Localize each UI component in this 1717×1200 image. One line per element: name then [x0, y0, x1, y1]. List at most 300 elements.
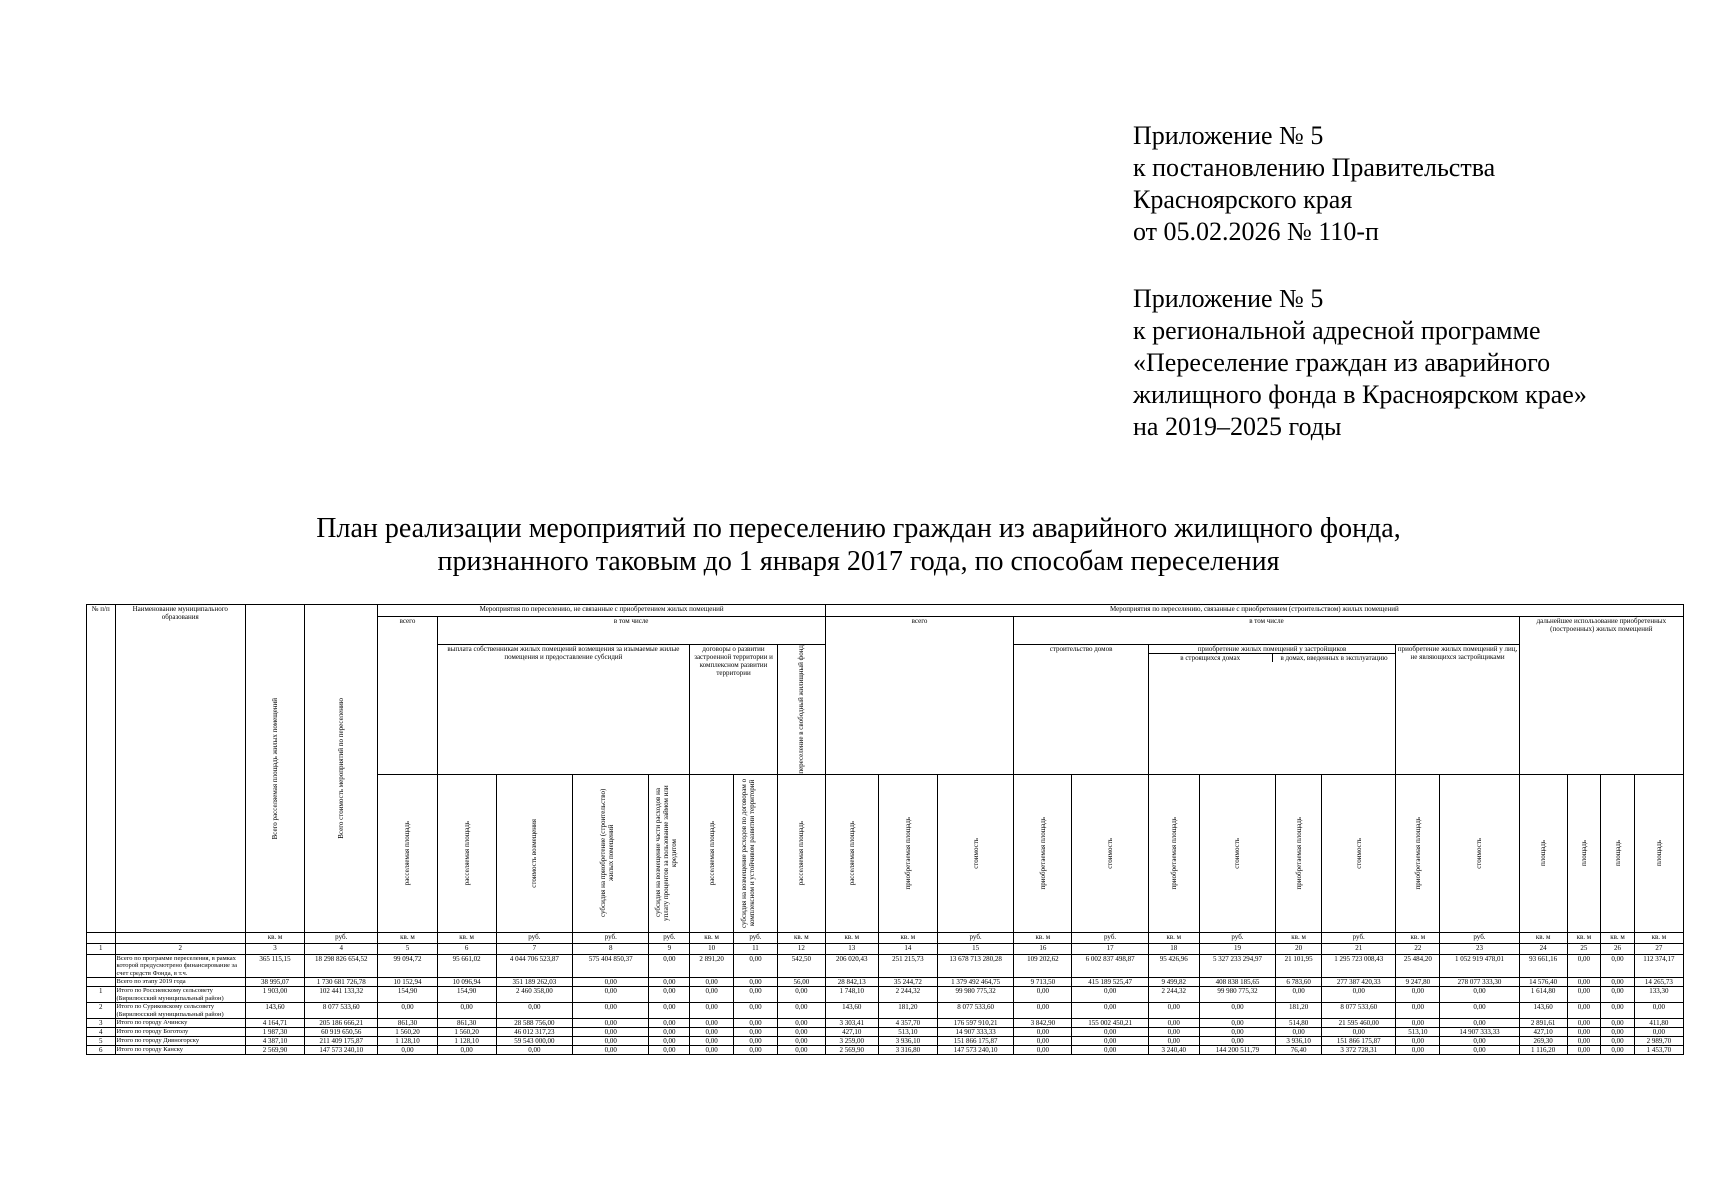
row-value: 0,00 — [734, 987, 778, 1003]
header-g2-total: всего — [825, 617, 1014, 775]
appendix2-line-2: к региональной адресной программе — [1133, 316, 1541, 345]
col-index: 26 — [1601, 943, 1635, 954]
row-value: 575 404 850,37 — [573, 954, 649, 978]
col-label-5-text: расселяемая площадь — [403, 821, 412, 886]
row-value: 3 372 728,31 — [1322, 1046, 1396, 1055]
row-value: 0,00 — [1567, 954, 1601, 978]
row-value: 0,00 — [1396, 987, 1440, 1003]
header-total-cost — [305, 605, 378, 933]
col-index: 27 — [1634, 943, 1683, 954]
col-label-13-text: расселяемая площадь — [847, 821, 856, 886]
unit: кв. м — [1148, 932, 1199, 943]
unit: руб. — [1322, 932, 1396, 943]
header-total-area — [245, 605, 304, 933]
row-value: 427,10 — [825, 1028, 878, 1037]
row-value: 0,00 — [1148, 1019, 1199, 1028]
row-value: 0,00 — [1199, 1028, 1275, 1037]
row-value: 0,00 — [1567, 1037, 1601, 1046]
row-value: 269,30 — [1519, 1037, 1567, 1046]
col-label-21-text: стоимость — [1354, 837, 1363, 869]
row-value: 0,00 — [1276, 987, 1322, 1003]
row-value: 513,10 — [878, 1028, 937, 1037]
unit: руб. — [937, 932, 1013, 943]
row-value: 147 573 240,10 — [937, 1046, 1013, 1055]
row-value: 0,00 — [649, 987, 690, 1003]
row-value: 181,20 — [878, 1003, 937, 1019]
col-label-26 — [1601, 774, 1635, 932]
row-value: 59 543 000,00 — [496, 1037, 572, 1046]
col-label-19 — [1199, 774, 1275, 932]
col-index: 7 — [496, 943, 572, 954]
row-value: 0,00 — [1601, 954, 1635, 978]
row-municipality: Итого по Суриковскому сельсовету (Бирилюсский муниципальный район) — [115, 1003, 245, 1019]
header-g2-incl: в том числе — [1014, 617, 1519, 645]
row-value: 176 597 910,21 — [937, 1019, 1013, 1028]
appendix1-line-1: Приложение № 5 — [1133, 121, 1324, 150]
col-label-10-text: расселяемая площадь — [707, 821, 716, 886]
col-index: 22 — [1396, 943, 1440, 954]
col-label-8-text: субсидия на приобретение (строительство) жилых помещений — [598, 789, 615, 918]
row-value: 8 077 533,60 — [1322, 1003, 1396, 1019]
col-label-17 — [1072, 774, 1148, 932]
row-value: 0,00 — [1014, 1037, 1072, 1046]
row-value: 151 866 175,87 — [1322, 1037, 1396, 1046]
row-value: 8 077 533,60 — [305, 1003, 378, 1019]
row-value: 0,00 — [378, 1046, 437, 1055]
header-g1-total: всего — [378, 617, 437, 775]
row-value: 0,00 — [1567, 1046, 1601, 1055]
resettlement-plan-table — [86, 604, 1684, 1055]
col-label-18 — [1148, 774, 1199, 932]
unit: кв. м — [1519, 932, 1567, 943]
row-value: 0,00 — [1601, 1003, 1635, 1019]
row-value: 0,00 — [649, 1046, 690, 1055]
header-buy-building: в строящихся домах — [1149, 654, 1273, 662]
row-value: 21 595 460,00 — [1322, 1019, 1396, 1028]
header-free-fund-text: переселение в свободный жилищный фонд — [797, 645, 806, 774]
col-label-14 — [878, 774, 937, 932]
row-value: 2 244,32 — [878, 987, 937, 1003]
row-value: 0,00 — [1322, 1028, 1396, 1037]
row-value: 95 426,96 — [1148, 954, 1199, 978]
row-value: 0,00 — [777, 1019, 825, 1028]
unit: кв. м — [1396, 932, 1440, 943]
row-value: 9 499,82 — [1148, 978, 1199, 987]
row-value: 1 128,10 — [378, 1037, 437, 1046]
col-label-25 — [1567, 774, 1601, 932]
unit: руб. — [1199, 932, 1275, 943]
unit: руб. — [496, 932, 572, 943]
col-label-16 — [1014, 774, 1072, 932]
row-value: 0,00 — [734, 1003, 778, 1019]
row-value: 112 374,17 — [1634, 954, 1683, 978]
col-index: 1 — [87, 943, 116, 954]
row-value: 0,00 — [649, 1037, 690, 1046]
row-value: 0,00 — [649, 1019, 690, 1028]
row-value: 143,60 — [245, 1003, 304, 1019]
row-value: 0,00 — [1148, 1028, 1199, 1037]
row-value: 3 842,90 — [1014, 1019, 1072, 1028]
col-label-20-text: приобретаемая площадь — [1294, 816, 1303, 890]
col-label-8 — [573, 774, 649, 932]
row-value: 0,00 — [1440, 1003, 1519, 1019]
row-value: 542,50 — [777, 954, 825, 978]
row-value: 151 866 175,87 — [937, 1037, 1013, 1046]
row-value: 14 265,73 — [1634, 978, 1683, 987]
row-value: 4 044 706 523,87 — [496, 954, 572, 978]
col-label-24-text: площадь — [1539, 840, 1548, 867]
col-label-21 — [1322, 774, 1396, 932]
row-value: 133,30 — [1634, 987, 1683, 1003]
row-value: 277 387 420,33 — [1322, 978, 1396, 987]
row-value: 3 303,41 — [825, 1019, 878, 1028]
row-value: 1 453,70 — [1634, 1046, 1683, 1055]
row-value: 95 661,02 — [437, 954, 496, 978]
row-value: 13 678 713 280,28 — [937, 954, 1013, 978]
row-value: 427,10 — [1519, 1028, 1567, 1037]
row-value: 155 002 450,21 — [1072, 1019, 1148, 1028]
row-value: 0,00 — [1567, 987, 1601, 1003]
col-label-11 — [734, 774, 778, 932]
header-buy-sub — [1149, 654, 1396, 662]
header-free-fund — [777, 645, 825, 775]
row-value: 14 907 333,33 — [937, 1028, 1013, 1037]
unit: руб. — [649, 932, 690, 943]
row-value: 0,00 — [1148, 1037, 1199, 1046]
column-index-row — [87, 943, 1684, 954]
col-label-9 — [649, 774, 690, 932]
row-value: 2 569,90 — [245, 1046, 304, 1055]
row-value: 1 560,20 — [378, 1028, 437, 1037]
row-value: 0,00 — [1634, 1003, 1683, 1019]
col-label-25-text: площадь — [1579, 840, 1588, 867]
row-value: 0,00 — [1567, 1003, 1601, 1019]
row-value: 0,00 — [1199, 1003, 1275, 1019]
row-number: 4 — [87, 1028, 116, 1037]
row-value: 93 661,16 — [1519, 954, 1567, 978]
row-value: 0,00 — [734, 954, 778, 978]
table-row — [87, 1028, 1684, 1037]
row-value: 0,00 — [690, 1003, 734, 1019]
row-municipality: Итого по Россиевскому сельсовету (Бирилюсский муниципальный район) — [115, 987, 245, 1003]
unit: кв. м — [378, 932, 437, 943]
row-value: 0,00 — [649, 1028, 690, 1037]
row-value: 6 783,60 — [1276, 978, 1322, 987]
row-value: 0,00 — [573, 1003, 649, 1019]
row-value: 25 484,20 — [1396, 954, 1440, 978]
appendix2-line-3: «Переселение граждан из аварийного — [1133, 348, 1551, 377]
header-buy-developers — [1148, 645, 1396, 775]
row-municipality: Итого по городу Ачинску — [115, 1019, 245, 1028]
col-index: 19 — [1199, 943, 1275, 954]
row-value: 3 316,80 — [878, 1046, 937, 1055]
row-value: 1 987,30 — [245, 1028, 304, 1037]
header-agreements: договоры о развитии застроенной территории и комплексном развитии территории — [690, 645, 778, 775]
row-value: 0,00 — [690, 978, 734, 987]
row-value: 0,00 — [1601, 978, 1635, 987]
unit: кв. м — [1276, 932, 1322, 943]
row-value: 365 115,15 — [245, 954, 304, 978]
row-value: 0,00 — [437, 1046, 496, 1055]
col-label-24 — [1519, 774, 1567, 932]
row-value: 0,00 — [573, 1046, 649, 1055]
unit: кв. м — [1634, 932, 1683, 943]
row-value: 0,00 — [649, 1003, 690, 1019]
row-value: 0,00 — [573, 1037, 649, 1046]
col-label-7-text: стоимость возмещения — [530, 818, 539, 888]
unit: руб. — [305, 932, 378, 943]
row-value: 0,00 — [777, 1037, 825, 1046]
row-value: 0,00 — [1567, 1028, 1601, 1037]
document-title-line-1: План реализации мероприятий по переселению граждан из аварийного жилищного фонда, — [316, 513, 1401, 544]
table-body — [87, 954, 1684, 1055]
table-row — [87, 987, 1684, 1003]
header-g1-incl: в том числе — [437, 617, 825, 645]
row-value: 3 259,00 — [825, 1037, 878, 1046]
row-value: 21 101,95 — [1276, 954, 1322, 978]
resettlement-plan-table-wrapper — [86, 604, 1684, 1084]
row-value: 2 244,32 — [1148, 987, 1199, 1003]
col-label-27 — [1634, 774, 1683, 932]
col-index: 16 — [1014, 943, 1072, 954]
row-value: 0,00 — [734, 1046, 778, 1055]
col-index: 23 — [1440, 943, 1519, 954]
appendix2-line-5: на 2019–2025 годы — [1133, 412, 1342, 441]
row-municipality: Итого по городу Канску — [115, 1046, 245, 1055]
units-blank-1 — [87, 932, 116, 943]
unit: кв. м — [878, 932, 937, 943]
header-buy-developers-text: приобретение жилых помещений у застройщиков — [1149, 645, 1396, 654]
row-value: 0,00 — [1072, 1037, 1148, 1046]
row-municipality: Всего по этапу 2019 года — [115, 978, 245, 987]
col-label-10 — [690, 774, 734, 932]
col-label-6-text: расселяемая площадь — [462, 821, 471, 886]
col-index: 15 — [937, 943, 1013, 954]
row-value: 3 936,10 — [878, 1037, 937, 1046]
row-value: 0,00 — [649, 954, 690, 978]
table-row — [87, 1003, 1684, 1019]
row-value: 0,00 — [1601, 1037, 1635, 1046]
row-value: 143,60 — [1519, 1003, 1567, 1019]
row-number: 3 — [87, 1019, 116, 1028]
col-index: 11 — [734, 943, 778, 954]
col-label-16-text: приобретаемая площадь — [1038, 816, 1047, 890]
row-value: 206 020,43 — [825, 954, 878, 978]
row-value: 0,00 — [1440, 987, 1519, 1003]
col-label-27-text: площадь — [1654, 840, 1663, 867]
col-index: 3 — [245, 943, 304, 954]
unit: руб. — [1072, 932, 1148, 943]
row-number: 1 — [87, 987, 116, 1003]
col-label-19-text: стоимость — [1233, 837, 1242, 869]
header-group-non-acquisition: Мероприятия по переселению, не связанные с приобретением жилых помещений — [378, 605, 825, 617]
row-value: 0,00 — [573, 987, 649, 1003]
row-value: 38 995,07 — [245, 978, 304, 987]
row-value: 0,00 — [777, 1046, 825, 1055]
row-value: 14 907 333,33 — [1440, 1028, 1519, 1037]
col-index: 18 — [1148, 943, 1199, 954]
col-label-17-text: стоимость — [1106, 837, 1115, 869]
row-value: 0,00 — [496, 1046, 572, 1055]
row-value: 10 152,94 — [378, 978, 437, 987]
row-value: 99 980 775,32 — [937, 987, 1013, 1003]
units-row — [87, 932, 1684, 943]
row-number: 2 — [87, 1003, 116, 1019]
col-index: 5 — [378, 943, 437, 954]
row-value: 0,00 — [496, 1003, 572, 1019]
row-value: 35 244,72 — [878, 978, 937, 987]
unit: руб. — [734, 932, 778, 943]
row-value: 99 980 775,32 — [1199, 987, 1275, 1003]
row-value: 9 247,80 — [1396, 978, 1440, 987]
row-value: 0,00 — [734, 1028, 778, 1037]
row-value: 415 189 525,47 — [1072, 978, 1148, 987]
row-value: 205 186 666,21 — [305, 1019, 378, 1028]
col-index: 9 — [649, 943, 690, 954]
col-index: 21 — [1322, 943, 1396, 954]
col-label-22 — [1396, 774, 1440, 932]
row-value: 0,00 — [1601, 987, 1635, 1003]
row-number: 5 — [87, 1037, 116, 1046]
row-value: 60 919 650,56 — [305, 1028, 378, 1037]
table-row — [87, 1046, 1684, 1055]
col-index: 17 — [1072, 943, 1148, 954]
row-value: 2 989,70 — [1634, 1037, 1683, 1046]
row-value: 0,00 — [690, 1037, 734, 1046]
row-value: 0,00 — [777, 987, 825, 1003]
row-value: 2 891,61 — [1519, 1019, 1567, 1028]
col-label-15 — [937, 774, 1013, 932]
row-value: 0,00 — [690, 987, 734, 1003]
units-blank-2 — [115, 932, 245, 943]
row-value: 0,00 — [734, 1037, 778, 1046]
row-value: 1 614,80 — [1519, 987, 1567, 1003]
table-row — [87, 1037, 1684, 1046]
row-value: 0,00 — [1276, 1028, 1322, 1037]
unit: кв. м — [437, 932, 496, 943]
row-number — [87, 978, 116, 987]
row-value: 1 116,20 — [1519, 1046, 1567, 1055]
row-value: 154,90 — [437, 987, 496, 1003]
col-label-7 — [496, 774, 572, 932]
unit: кв. м — [690, 932, 734, 943]
row-value: 2 569,90 — [825, 1046, 878, 1055]
row-value: 0,00 — [1322, 987, 1396, 1003]
row-value: 1 903,00 — [245, 987, 304, 1003]
row-value: 0,00 — [573, 1019, 649, 1028]
col-index: 6 — [437, 943, 496, 954]
row-value: 0,00 — [1634, 1028, 1683, 1037]
row-value: 9 713,50 — [1014, 978, 1072, 987]
unit: кв. м — [1601, 932, 1635, 943]
row-value: 10 096,94 — [437, 978, 496, 987]
appendix1-line-3: Красноярского края — [1133, 185, 1353, 214]
row-value: 28 588 756,00 — [496, 1019, 572, 1028]
row-value: 18 298 826 654,52 — [305, 954, 378, 978]
col-label-18-text: приобретаемая площадь — [1169, 816, 1178, 890]
header-total-area-text: Всего расселяемая площадь жилых помещений — [271, 697, 280, 840]
col-index: 24 — [1519, 943, 1567, 954]
row-value: 28 842,13 — [825, 978, 878, 987]
col-label-12-text: расселяемая площадь — [797, 821, 806, 886]
header-payout: выплата собственникам жилых помещений возмещения за изымаемые жилые помещения и предоставление субсидий — [437, 645, 690, 775]
row-value: 46 012 317,23 — [496, 1028, 572, 1037]
col-label-26-text: площадь — [1613, 840, 1622, 867]
appendix2-line-1: Приложение № 5 — [1133, 284, 1324, 313]
row-value: 8 077 533,60 — [937, 1003, 1013, 1019]
unit: руб. — [1440, 932, 1519, 943]
row-value: 2 891,20 — [690, 954, 734, 978]
col-label-6 — [437, 774, 496, 932]
col-label-14-text: приобретаемая площадь — [903, 816, 912, 890]
unit: кв. м — [1014, 932, 1072, 943]
appendix-header-1 — [1133, 120, 1495, 248]
header-buy-other: приобретение жилых помещений у лиц, не являющихся застройщиками — [1396, 645, 1519, 775]
row-value: 0,00 — [1014, 1003, 1072, 1019]
col-label-22-text: приобретаемая площадь — [1413, 816, 1422, 890]
row-value: 99 094,72 — [378, 954, 437, 978]
row-value: 0,00 — [1199, 1019, 1275, 1028]
row-value: 14 576,40 — [1519, 978, 1567, 987]
row-value: 513,10 — [1396, 1028, 1440, 1037]
row-value: 0,00 — [1396, 1019, 1440, 1028]
row-value: 0,00 — [437, 1003, 496, 1019]
header-total-cost-text: Всего стоимость мероприятий по переселению — [337, 697, 346, 839]
row-value: 0,00 — [1440, 1046, 1519, 1055]
row-value: 154,90 — [378, 987, 437, 1003]
col-index: 2 — [115, 943, 245, 954]
row-value: 6 002 837 498,87 — [1072, 954, 1148, 978]
row-value: 0,00 — [573, 978, 649, 987]
col-label-12 — [777, 774, 825, 932]
table-row — [87, 954, 1684, 978]
row-value: 0,00 — [1601, 1019, 1635, 1028]
col-label-23-text: стоимость — [1475, 837, 1484, 869]
row-value: 1 052 919 478,01 — [1440, 954, 1519, 978]
row-value: 0,00 — [1396, 1046, 1440, 1055]
row-value: 3 936,10 — [1276, 1037, 1322, 1046]
header-further-use: дальнейшее использование приобретенных (построенных) жилых помещений — [1519, 617, 1683, 775]
row-value: 147 573 240,10 — [305, 1046, 378, 1055]
table-row — [87, 1019, 1684, 1028]
col-index: 12 — [777, 943, 825, 954]
appendix-header-2 — [1133, 283, 1587, 443]
row-value: 0,00 — [1072, 1003, 1148, 1019]
appendix2-line-4: жилищного фонда в Красноярском крае» — [1133, 380, 1587, 409]
row-value: 1 128,10 — [437, 1037, 496, 1046]
row-value: 0,00 — [734, 978, 778, 987]
document-title-line-2: признанного таковым до 1 января 2017 года, по способам переселения — [437, 546, 1280, 577]
row-value: 0,00 — [777, 1003, 825, 1019]
col-index: 8 — [573, 943, 649, 954]
row-value: 0,00 — [1148, 1003, 1199, 1019]
col-label-15-text: стоимость — [971, 837, 980, 869]
col-index: 10 — [690, 943, 734, 954]
row-value: 0,00 — [573, 1028, 649, 1037]
row-value: 0,00 — [734, 1019, 778, 1028]
col-label-11-text: субсидия на возмещение расходов по договорам о комплексном и устойчивом развитии территорий — [740, 778, 757, 928]
row-number: 6 — [87, 1046, 116, 1055]
row-value: 0,00 — [1072, 1046, 1148, 1055]
row-value: 0,00 — [1396, 1003, 1440, 1019]
row-value: 514,80 — [1276, 1019, 1322, 1028]
row-value: 143,60 — [825, 1003, 878, 1019]
row-value: 211 409 175,87 — [305, 1037, 378, 1046]
unit: кв. м — [1567, 932, 1601, 943]
unit: кв. м — [825, 932, 878, 943]
row-value: 351 189 262,03 — [496, 978, 572, 987]
row-value: 278 077 333,30 — [1440, 978, 1519, 987]
